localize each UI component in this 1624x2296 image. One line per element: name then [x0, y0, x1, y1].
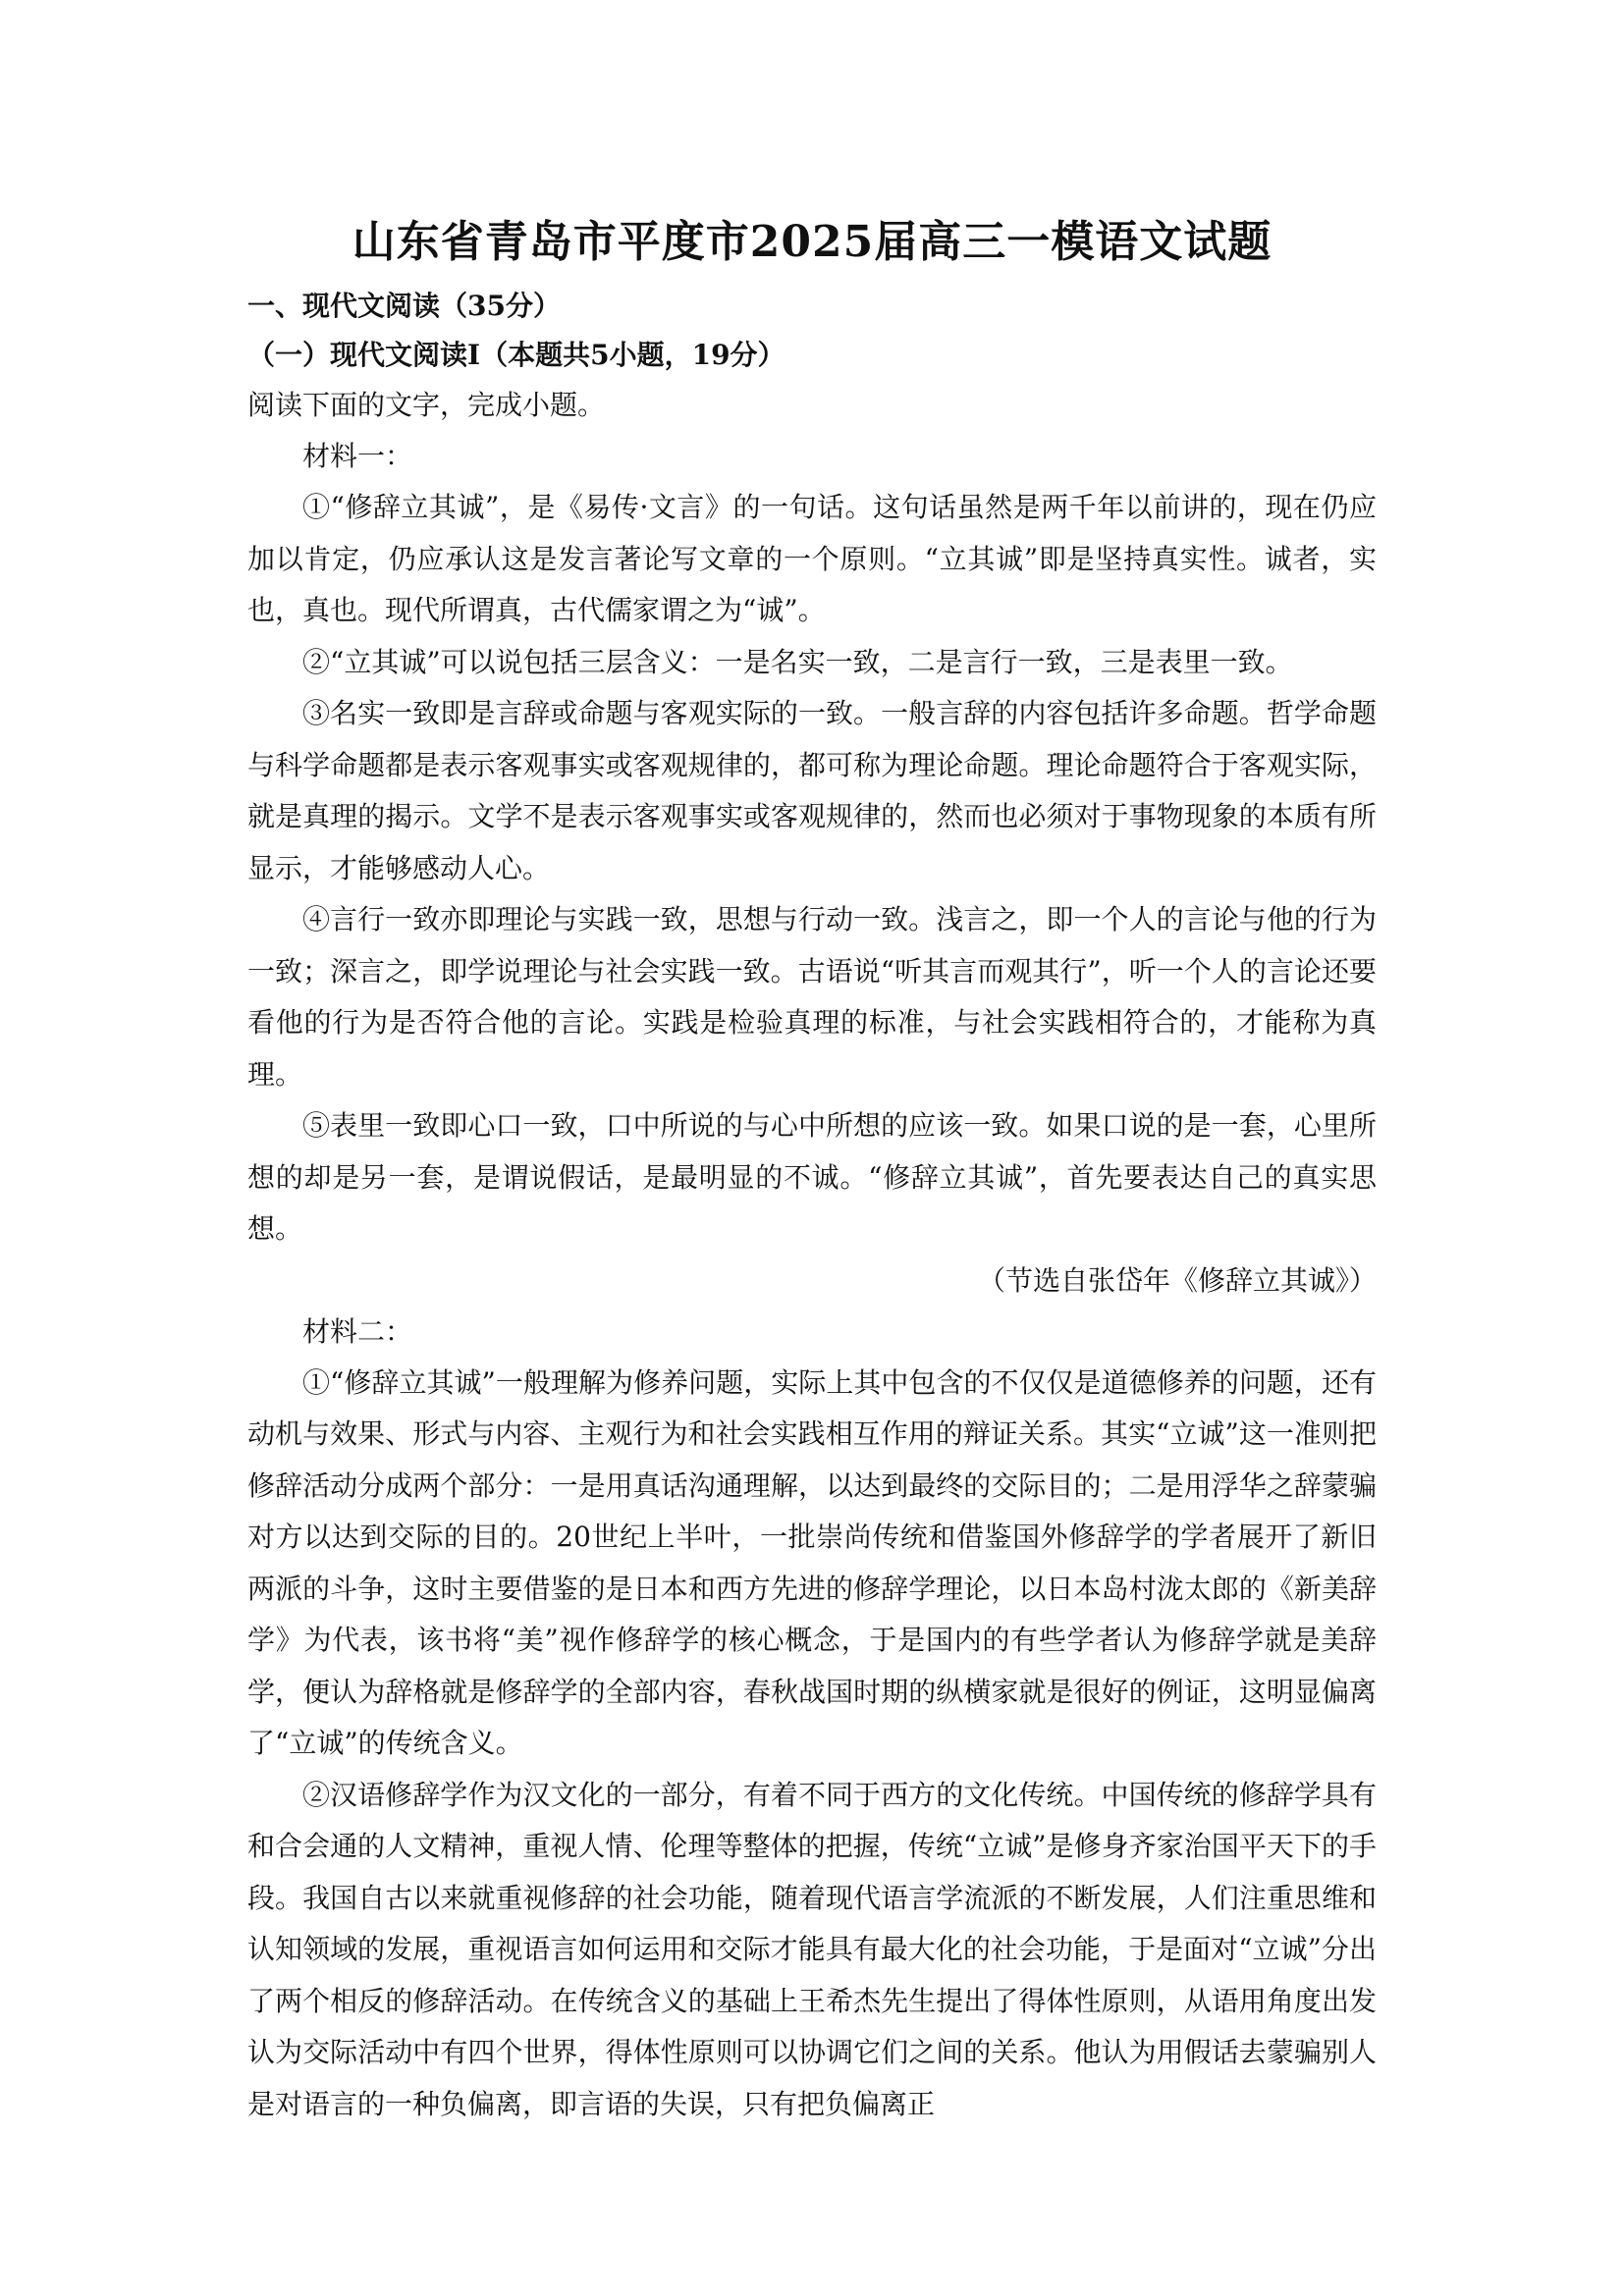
- exam-title: 山东省青岛市平度市2025届高三一模语文试题: [352, 217, 1272, 267]
- material-two-paragraph-1: ①“修辞立其诚”一般理解为修养问题，实际上其中包含的不仅仅是道德修养的问题，还有动机与效果、形式与内容、主观行为和社会实践相互作用的辩证关系。其实“立诚”这一准则把修辞活动分成两个部分：一是用真话沟通理解，以达到最终的交际目的；二是用浮华之辞蒙骗对方以达到交际的目的。20世纪上半叶，一批崇尚传统和借鉴国外修辞学的学者展开了新旧两派的斗争，这时主要借鉴的是日本和西方先进的修辞学理论，以日本岛村泷太郎的《新美辞学》为代表，该书将“美”视作修辞学的核心概念，于是国内的有些学者认为修辞学就是美辞学，便认为辞格就是修辞学的全部内容，春秋战国时期的纵横家就是很好的例证，这明显偏离了“立诚”的传统含义。: [247, 1365, 1377, 1759]
- material-one-paragraph-3: ③名实一致即是言辞或命题与客观实际的一致。一般言辞的内容包括许多命题。哲学命题与科学命题都是表示客观事实或客观规律的，都可称为理论命题。理论命题符合于客观实际，就是真理的揭示。文学不是表示客观事实或客观规律的，然而也必须对于事物现象的本质有所显示，才能够感动人心。: [247, 697, 1377, 884]
- sub-section-heading: （一）现代文阅读Ⅰ（本题共5小题，19分）: [247, 339, 785, 371]
- material-one-label: 材料一：: [302, 440, 413, 472]
- exam-page: [247, 211, 1377, 2130]
- material-one-paragraph-5: ⑤表里一致即心口一致，口中所说的与心中所想的应该一致。如果口说的是一套，心里所想的却是另一套，是谓说假话，是最明显的不诚。“修辞立其诚”，首先要表达自己的真实思想。: [247, 1109, 1377, 1245]
- material-two-label: 材料二：: [302, 1314, 413, 1348]
- section-heading: 一、现代文阅读（35分）: [247, 290, 561, 322]
- material-one-paragraph-1: ①“修辞立其诚”，是《易传·文言》的一句话。这句话虽然是两千年以前讲的，现在仍应加以肯定，仍应承认这是发言著论写文章的一个原则。“立其诚”即是坚持真实性。诚者，实也，真也。现代所谓真，古代儒家谓之为“诚”。: [247, 491, 1377, 626]
- material-one-source: （节选自张岱年《修辞立其诚》）: [977, 1263, 1377, 1297]
- material-one-paragraph-2: ②“立其诚”可以说包括三层含义：一是名实一致，二是言行一致，三是表里一致。: [302, 645, 1293, 678]
- reading-instruction: 阅读下面的文字，完成小题。: [247, 389, 606, 421]
- material-two-paragraph-2: ②汉语修辞学作为汉文化的一部分，有着不同于西方的文化传统。中国传统的修辞学具有和合会通的人文精神，重视人情、伦理等整体的把握，传统“立诚”是修身齐家治国平天下的手段。我国自古以来就重视修辞的社会功能，随着现代语言学流派的不断发展，人们注重思维和认知领域的发展，重视语言如何运用和交际才能具有最大化的社会功能，于是面对“立诚”分出了两个相反的修辞活动。在传统含义的基础上王希杰先生提出了得体性原则，从语用角度出发认为交际活动中有四个世界，得体性原则可以协调它们之间的关系。他认为用假话去蒙骗别人是对语言的一种负偏离，即言语的失误，只有把负偏离正: [247, 1778, 1377, 2120]
- material-one-paragraph-4: ④言行一致亦即理论与实践一致，思想与行动一致。浅言之，即一个人的言论与他的行为一致；深言之，即学说理论与社会实践一致。古语说“听其言而观其行”，听一个人的言论还要看他的行为是否符合他的言论。实践是检验真理的标准，与社会实践相符合的，才能称为真理。: [247, 903, 1377, 1091]
